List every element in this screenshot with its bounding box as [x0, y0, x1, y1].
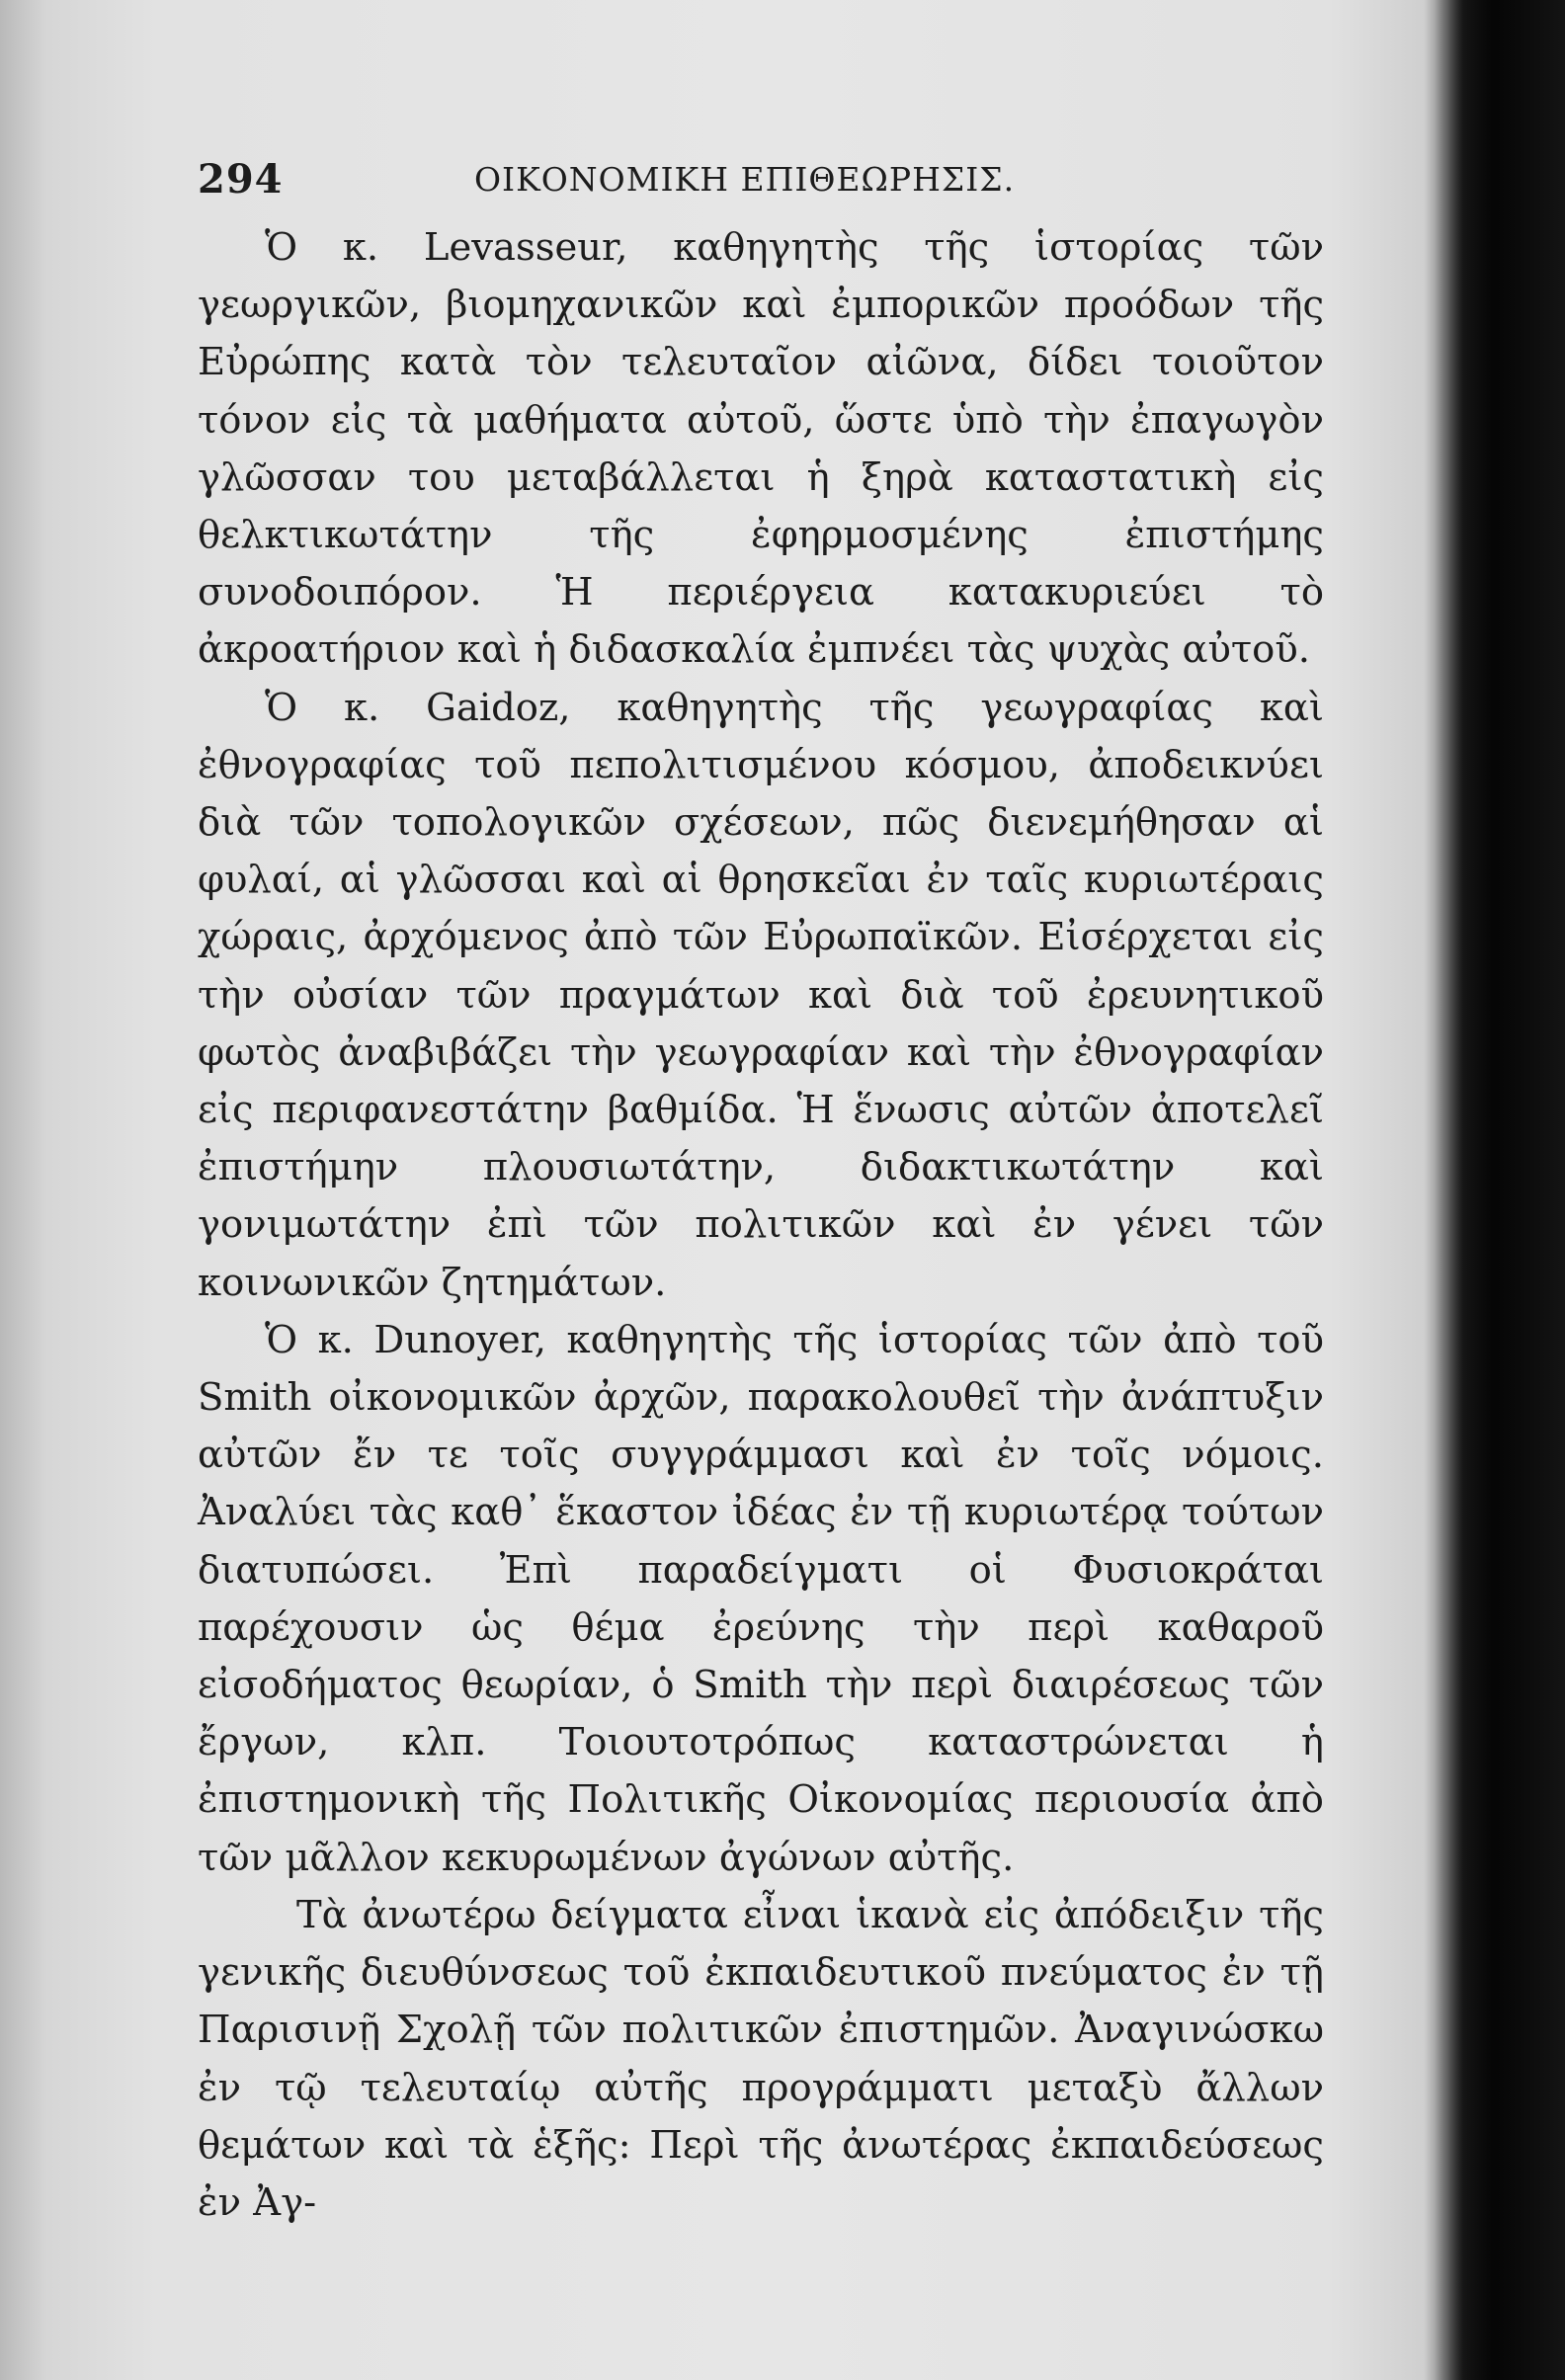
page-content	[198, 148, 1324, 2232]
gutter-shadow	[1435, 0, 1565, 2380]
paragraph-gaidoz: Ὁ κ. Gaidoz, καθηγητὴς τῆς γεωγραφίας καὶ ἐθνογραφίας τοῦ πεπολιτισμένου κόσμου, ἀποδεικνύει διὰ τῶν τοπολογικῶν σχέσεων, πῶς διενεμήθησαν αἱ φυλαί, αἱ γλῶσσαι καὶ αἱ θρησκεῖαι ἐν ταῖς κυριωτέραις χώραις, ἀρχόμενος ἀπὸ τῶν Εὐρωπαϊκῶν. Εἰσέρχεται εἰς τὴν οὐσίαν τῶν πραγμάτων καὶ διὰ τοῦ ἐρευνητικοῦ φωτὸς ἀναβιβάζει τὴν γεωγραφίαν καὶ τὴν ἐθνογραφίαν εἰς περιφανεστάτην βαθμίδα. Ἡ ἕνωσις αὐτῶν ἀποτελεῖ ἐπιστήμην πλουσιωτάτην, διδακτικωτάτην καὶ γονιμωτάτην ἐπὶ τῶν πολιτικῶν καὶ ἐν γένει τῶν κοινωνικῶν ζητημάτων.	[198, 685, 1324, 1305]
journal-title: ΟΙΚΟΝΟΜΙΚΗ ΕΠΙΘΕΩΡΗΣΙΣ.	[474, 160, 1016, 199]
page-number: 294	[198, 156, 284, 203]
paragraph-conclusion: Τὰ ἀνωτέρω δείγματα εἶναι ἱκανὰ εἰς ἀπόδειξιν τῆς γενικῆς διευθύνσεως τοῦ ἐκπαιδευτικοῦ πνεύματος ἐν τῇ Παρισινῇ Σχολῇ τῶν πολιτικῶν ἐπιστημῶν. Ἀναγινώσκω ἐν τῷ τελευταίῳ αὐτῆς προγράμματι μεταξὺ ἄλλων θεμάτων καὶ τὰ ἑξῆς: Περὶ τῆς ἀνωτέρας ἐκπαιδεύσεως ἐν Ἀγ-	[198, 1892, 1324, 2225]
paragraph-dunoyer: Ὁ κ. Dunoyer, καθηγητὴς τῆς ἱστορίας τῶν ἀπὸ τοῦ Smith οἰκονομικῶν ἀρχῶν, παρακολουθεῖ τὴν ἀνάπτυξιν αὐτῶν ἔν τε τοῖς συγγράμμασι καὶ ἐν τοῖς νόμοις. Ἀναλύει τὰς καθ᾽ ἕκαστον ἰδέας ἐν τῇ κυριωτέρᾳ τούτων διατυπώσει. Ἐπὶ παραδείγματι οἱ Φυσιοκράται παρέχουσιν ὡς θέμα ἐρεύνης τὴν περὶ καθαροῦ εἰσοδήματος θεωρίαν, ὁ Smith τὴν περὶ διαιρέσεως τῶν ἔργων, κλπ. Τοιουτοτρόπως καταστρώνεται ἡ ἐπιστημονικὴ τῆς Πολιτικῆς Οἰκονομίας περιουσία ἀπὸ τῶν μᾶλλον κεκυρωμένων ἀγώνων αὐτῆς.	[198, 1317, 1324, 1880]
body-text	[198, 219, 1324, 2232]
paragraph-levasseur: Ὁ κ. Levasseur, καθηγητὴς τῆς ἱστορίας τῶν γεωργικῶν, βιομηχανικῶν καὶ ἐμπορικῶν προόδων τῆς Εὐρώπης κατὰ τὸν τελευταῖον αἰῶνα, δίδει τοιοῦτον τόνον εἰς τὰ μαθήματα αὐτοῦ, ὥστε ὑπὸ τὴν ἐπαγωγὸν γλῶσσαν του μεταβάλλεται ἡ ξηρὰ καταστατικὴ εἰς θελκτικωτάτην τῆς ἐφηρμοσμένης ἐπιστήμης συνοδοιπόρον. Ἡ περιέργεια κατακυριεύει τὸ ἀκροατήριον καὶ ἡ διδασκαλία ἐμπνέει τὰς ψυχὰς αὐτοῦ.	[198, 225, 1324, 673]
running-head	[198, 148, 1324, 219]
